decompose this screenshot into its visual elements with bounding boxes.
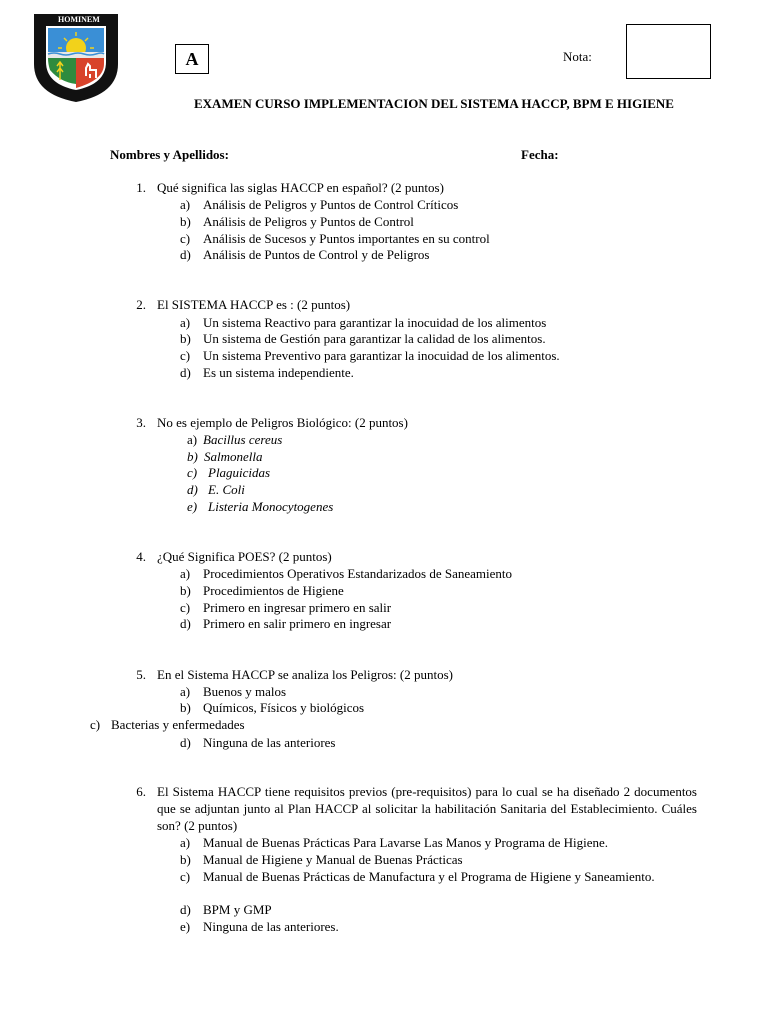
grade-label: Nota:: [563, 49, 592, 64]
svg-text:HOMINEM: HOMINEM: [58, 15, 100, 24]
option-letter: b): [180, 214, 191, 229]
question-text: No es ejemplo de Peligros Biológico: (2 puntos): [157, 415, 408, 430]
option-letter: e): [180, 919, 191, 934]
university-crest-logo: [30, 12, 122, 104]
option-text: Ninguna de las anteriores: [203, 735, 336, 750]
option-letter: d): [180, 365, 191, 380]
option-letter: c): [180, 869, 191, 884]
name-label: Nombres y Apellidos:: [110, 147, 229, 162]
option-letter: b): [180, 331, 191, 346]
question-number: 6.: [136, 784, 146, 799]
option-text: Bacillus cereus: [203, 432, 283, 447]
question-text: Qué significa las siglas HACCP en español? (2 puntos): [157, 180, 444, 195]
option-letter: c): [180, 231, 191, 246]
option-text: Análisis de Puntos de Control y de Peligros: [203, 247, 430, 262]
option-text: Un sistema de Gestión para garantizar la calidad de los alimentos.: [203, 331, 546, 346]
option-text: Un sistema Reactivo para garantizar la inocuidad de los alimentos: [203, 315, 547, 330]
option-text: Primero en salir primero en ingresar: [203, 616, 392, 631]
option-letter: a): [180, 197, 191, 212]
option-text: Plaguicidas: [208, 465, 271, 480]
option-text: Primero en ingresar primero en salir: [203, 600, 392, 615]
option-letter: b): [180, 700, 191, 715]
option-letter: d): [180, 247, 191, 262]
question-number: 2.: [136, 297, 146, 312]
option-text: Manual de Higiene y Manual de Buenas Prácticas: [203, 852, 463, 867]
option-letter: c): [187, 465, 198, 480]
date-label: Fecha:: [521, 147, 559, 162]
option-letter: c): [180, 600, 191, 615]
option-text: Procedimientos Operativos Estandarizados de Saneamiento: [203, 566, 513, 581]
option-text: BPM y GMP: [203, 902, 272, 917]
option-letter: d): [187, 482, 198, 497]
option-text: Salmonella: [204, 449, 263, 464]
question-text: En el Sistema HACCP se analiza los Peligros: (2 puntos): [157, 667, 453, 682]
question-text: El Sistema HACCP tiene requisitos previos (pre-requisitos) para lo cual se ha diseñado 2 documentos que se adjuntan junto al Plan HACCP al solicitar la habilitación Sanitaria del Establecimiento. Cuáles son? (2 puntos): [157, 784, 697, 833]
option-text: Manual de Buenas Prácticas de Manufactura y el Programa de Higiene y Saneamiento.: [203, 869, 655, 884]
option-letter: b): [180, 583, 191, 598]
option-letter: d): [180, 902, 191, 917]
grade-box[interactable]: [626, 24, 711, 79]
option-letter: a): [180, 566, 191, 581]
exam-title: EXAMEN CURSO IMPLEMENTACION DEL SISTEMA HACCP, BPM E HIGIENE: [194, 96, 674, 111]
option-letter: b): [187, 449, 198, 464]
option-letter: b): [180, 852, 191, 867]
option-text: Buenos y malos: [203, 684, 287, 699]
option-text: E. Coli: [208, 482, 245, 497]
question-number: 1.: [136, 180, 146, 195]
option-letter: e): [187, 499, 198, 514]
option-letter: a): [180, 835, 191, 850]
option-text: Químicos, Físicos y biológicos: [203, 700, 365, 715]
question-number: 3.: [136, 415, 146, 430]
option-text: Análisis de Peligros y Puntos de Control: [203, 214, 414, 229]
option-letter: d): [180, 616, 191, 631]
question-text: El SISTEMA HACCP es : (2 puntos): [157, 297, 351, 312]
exam-version-box: A: [175, 44, 209, 74]
question-number: 4.: [136, 549, 146, 564]
option-text: Manual de Buenas Prácticas Para Lavarse Las Manos y Programa de Higiene.: [203, 835, 609, 850]
option-letter: d): [180, 735, 191, 750]
option-text: Es un sistema independiente.: [203, 365, 354, 380]
question-number: 5.: [136, 667, 146, 682]
option-letter: a): [180, 315, 191, 330]
option-text: Bacterias y enfermedades: [111, 717, 245, 732]
option-letter: c): [90, 717, 101, 732]
option-text: Análisis de Peligros y Puntos de Control Críticos: [203, 197, 459, 212]
option-text: Análisis de Sucesos y Puntos importantes en su control: [203, 231, 490, 246]
option-text: Un sistema Preventivo para garantizar la inocuidad de los alimentos.: [203, 348, 560, 363]
question-text: ¿Qué Significa POES? (2 puntos): [157, 549, 332, 564]
option-text: Listeria Monocytogenes: [208, 499, 334, 514]
option-letter: a): [180, 684, 191, 699]
option-text: Procedimientos de Higiene: [203, 583, 344, 598]
option-text: Ninguna de las anteriores.: [203, 919, 339, 934]
option-letter: c): [180, 348, 191, 363]
option-letter: a): [187, 432, 198, 447]
